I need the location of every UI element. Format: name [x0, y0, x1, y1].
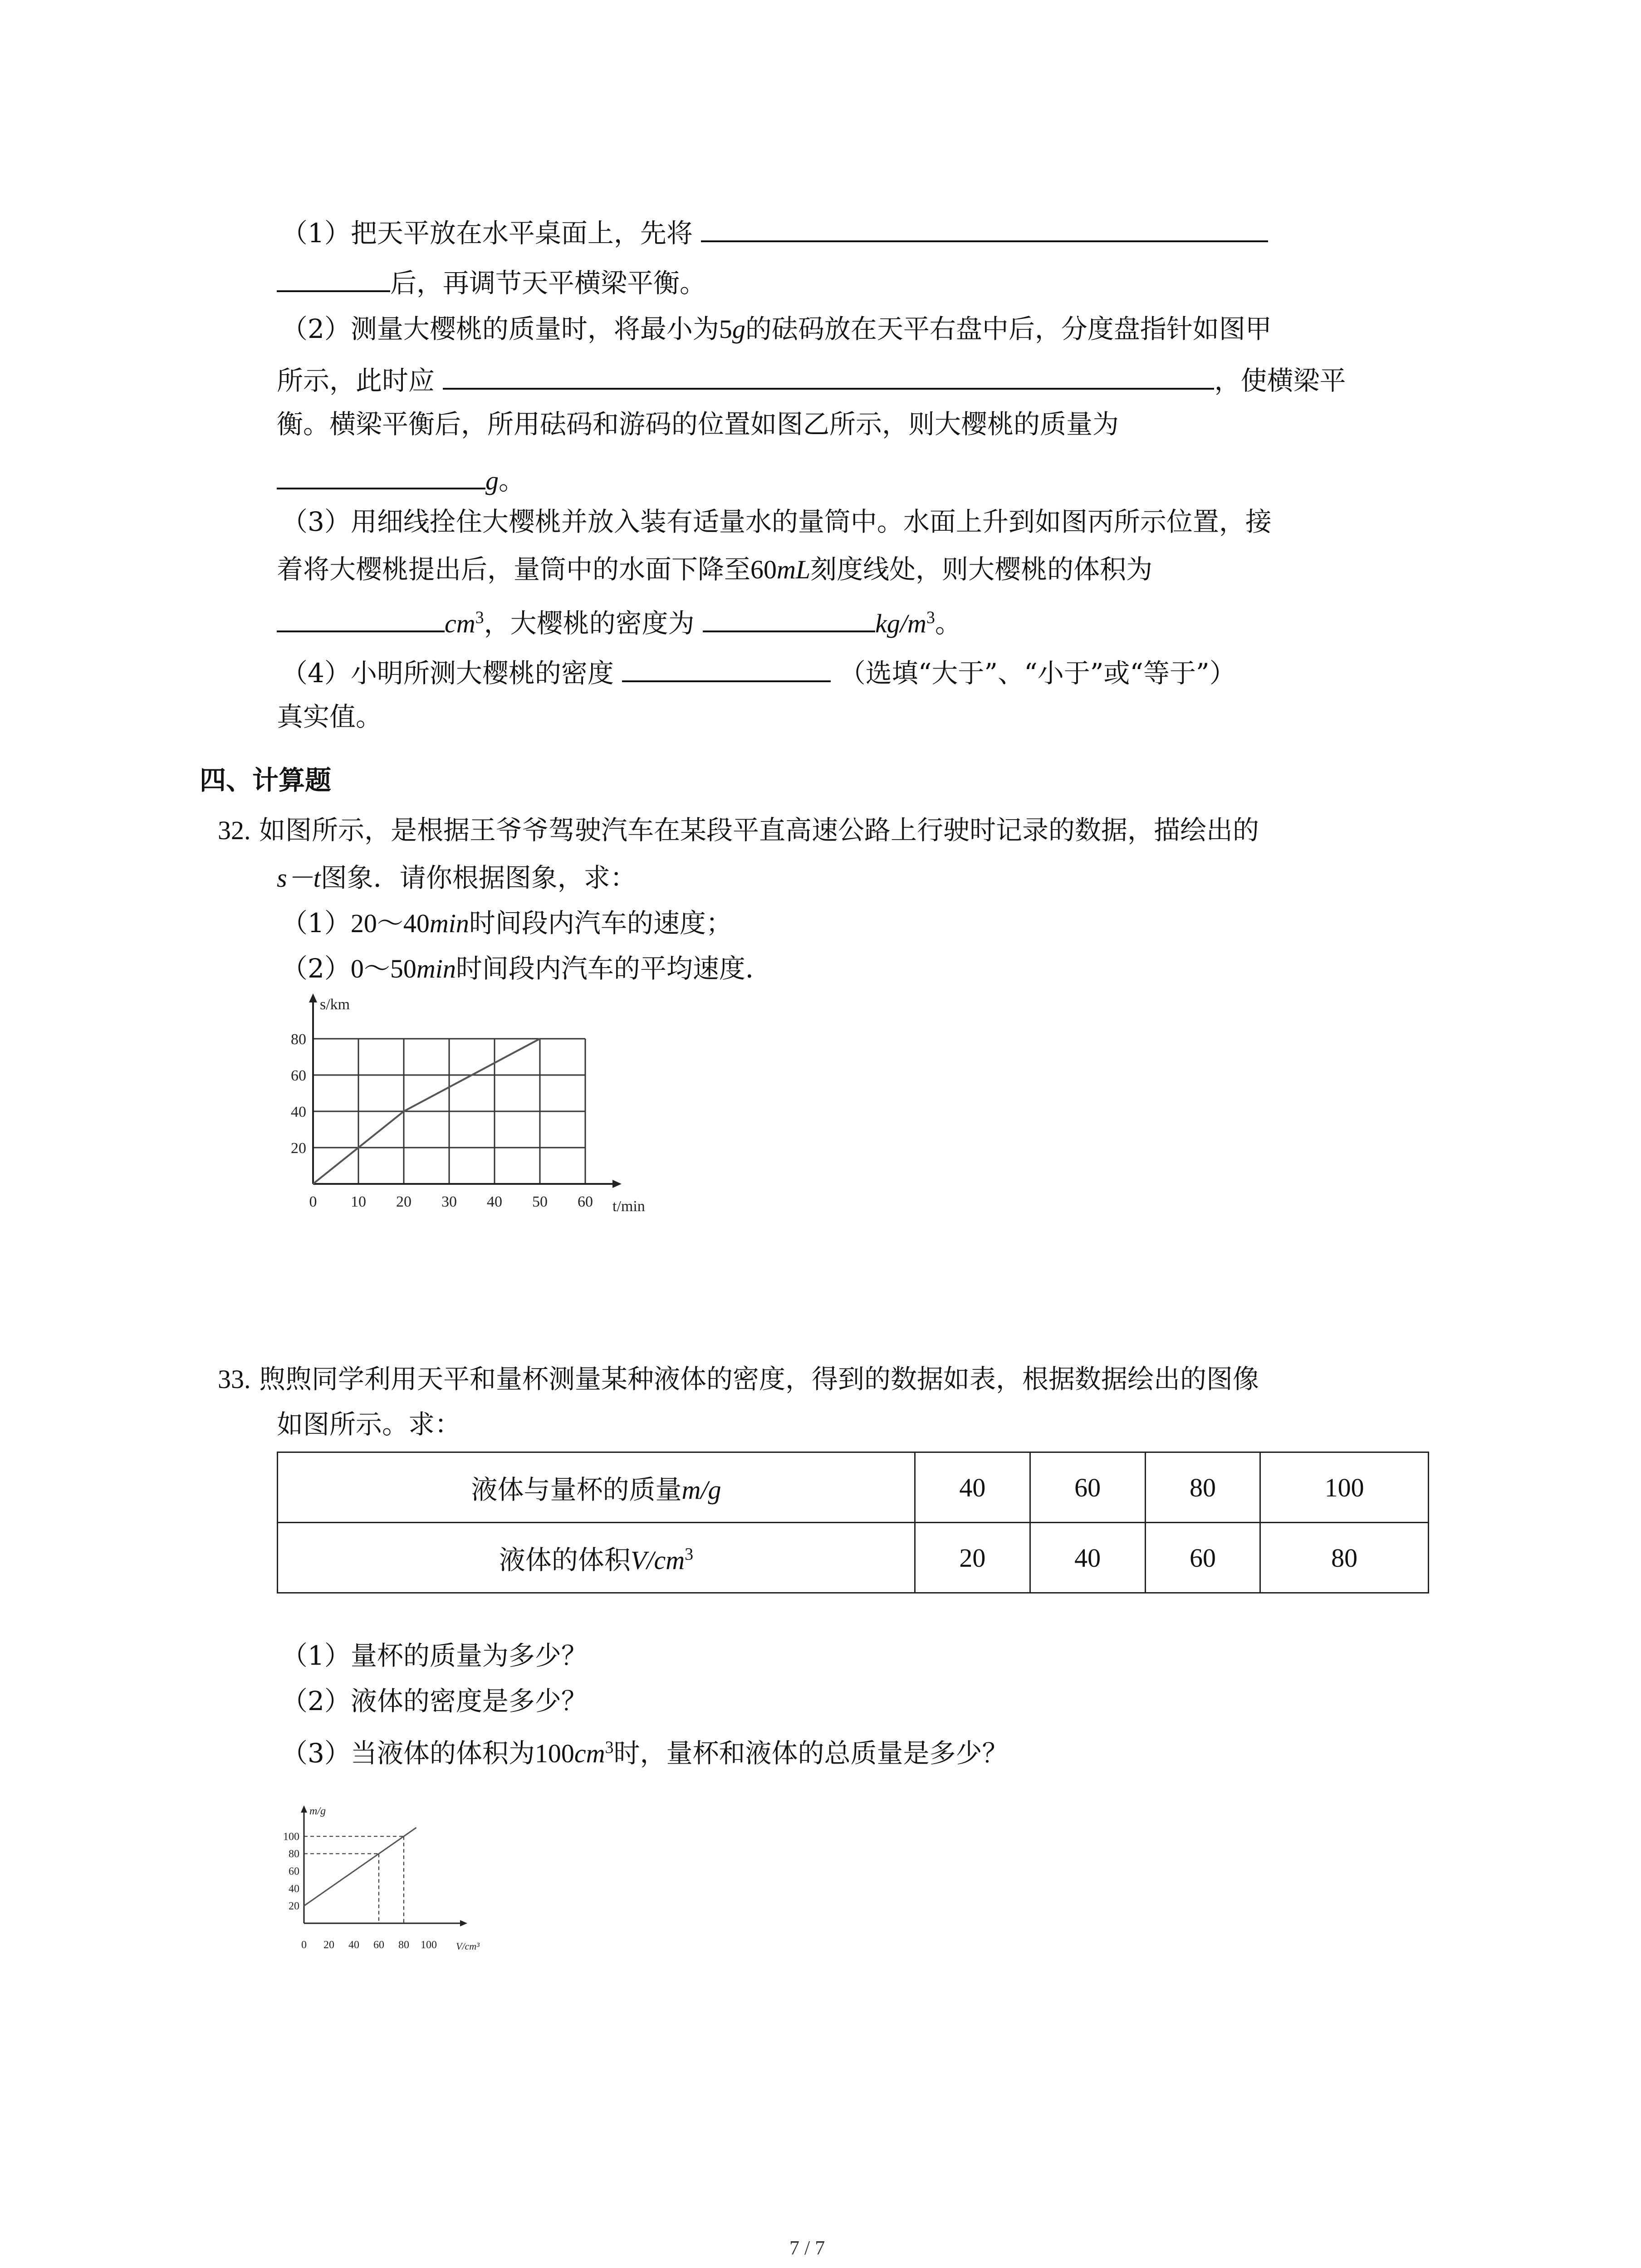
q31-p3-text-d: ，大樱桃的密度为	[484, 608, 695, 639]
page-number: 7 / 7	[789, 2237, 825, 2259]
q31-p1-text: （1）把天平放在水平桌面上，先将	[281, 218, 693, 249]
q32-text-2: 图象．请你根据图象，求：	[320, 862, 637, 893]
table-cell: 40	[1030, 1523, 1145, 1593]
q31-part1-line1	[281, 213, 1268, 251]
y-tick-label: 20	[291, 1140, 306, 1157]
y-axis-arrow	[301, 1805, 307, 1813]
y-tick-label: 40	[291, 1104, 306, 1120]
x-tick-label: 20	[323, 1939, 334, 1951]
mv-chart	[272, 1778, 526, 2005]
q31-part1-line2	[277, 263, 706, 301]
q33-sub3-text-b: 时，量杯和液体的总质量是多少？	[613, 1738, 1009, 1769]
q31-p4-text-c: 真实值。	[277, 701, 382, 732]
q32-st: s－t	[277, 863, 321, 893]
row2-unit: V/cm	[630, 1545, 685, 1575]
x-tick-label: 20	[396, 1193, 411, 1210]
q31-part3-line1	[281, 503, 1272, 540]
x-tick-label: 40	[348, 1939, 359, 1951]
q31-p2-text-c: 所示，此时应	[277, 365, 435, 396]
q33-sub2: （2）液体的密度是多少？	[281, 1686, 588, 1716]
y-axis-arrow	[309, 993, 317, 1002]
q32-sub1-text: 时间段内汽车的速度；	[469, 908, 732, 938]
q32-sub2-unit: min	[416, 954, 456, 983]
q32-sub1-label: （1）	[281, 908, 351, 938]
answer-blank-4[interactable]	[277, 603, 445, 632]
answer-blank-5[interactable]	[703, 603, 875, 632]
q33-line2	[277, 1406, 461, 1442]
q31-p1-text-b: 后，再调节天平横梁平衡。	[390, 268, 706, 298]
q33-sub3-unit: cm	[574, 1739, 605, 1768]
q32-sub2-label: （2）	[281, 953, 351, 984]
x-tick-label: 60	[578, 1193, 593, 1210]
answer-blank-2[interactable]	[443, 361, 1214, 390]
q31-p3-cm: cm	[445, 609, 475, 638]
table-row-label	[278, 1523, 915, 1593]
q31-part3-line3	[277, 603, 961, 642]
q31-p2-g: g	[732, 314, 745, 344]
q32-sub2	[281, 950, 772, 987]
answer-blank-1[interactable]	[701, 213, 1268, 242]
table-cell: 20	[915, 1523, 1030, 1593]
q31-p2-5: 5	[719, 314, 732, 344]
table-cell: 40	[915, 1452, 1030, 1523]
table-cell: 80	[1145, 1452, 1260, 1523]
x-axis-arrow	[460, 1920, 467, 1926]
q32-sub1-unit: min	[429, 909, 469, 938]
table-row	[278, 1523, 1429, 1593]
q31-p3-text-b: 着将大樱桃提出后，量筒中的水面下降至	[277, 554, 751, 585]
q32-sub2-range: 0～50	[350, 954, 416, 983]
q33-sub1: （1）量杯的质量为多少？	[281, 1640, 588, 1671]
y-tick-label: 60	[291, 1067, 306, 1084]
q31-part2-line1	[281, 311, 1272, 347]
table-cell: 60	[1145, 1523, 1260, 1593]
q31-part4-line1	[281, 653, 1236, 691]
q32-text-1: 如图所示，是根据王爷爷驾驶汽车在某段平直高速公路上行驶时记录的数据，描绘出的	[259, 815, 1259, 846]
q31-p2-text-d: ，使横梁平	[1214, 365, 1346, 396]
superscript-3d: 3	[605, 1738, 614, 1757]
q33-line1	[218, 1361, 1259, 1398]
q31-p3-text-c: 刻度线处，则大樱桃的体积为	[810, 554, 1153, 585]
q31-p3-mL: mL	[777, 555, 811, 584]
x-tick-label: 30	[441, 1193, 457, 1210]
x-tick-label: 0	[301, 1939, 307, 1951]
table-row	[278, 1452, 1429, 1523]
st-chart	[254, 989, 708, 1225]
x-tick-label: 10	[351, 1193, 366, 1210]
table-row-label	[278, 1452, 915, 1523]
x-tick-label: 50	[532, 1193, 548, 1210]
q32-sub1-range: 20～40	[350, 909, 430, 938]
q31-p2-text-b: 的砝码放在天平右盘中后，分度盘指针如图甲	[745, 313, 1272, 344]
q31-p2-end: 。	[499, 465, 525, 496]
y-tick-label: 20	[289, 1900, 299, 1912]
data-table	[277, 1452, 1429, 1593]
q31-p2-text-e: 衡。横梁平衡后，所用砝码和游码的位置如图乙所示，则大樱桃的质量为	[277, 409, 1119, 440]
superscript-3c: 3	[685, 1545, 694, 1564]
x-tick-label: 100	[421, 1939, 437, 1951]
y-tick-label: 80	[289, 1848, 299, 1860]
x-tick-label: 40	[487, 1193, 502, 1210]
q32-line2	[277, 860, 637, 896]
x-tick-label: 60	[373, 1939, 384, 1951]
q32-sub2-text: 时间段内汽车的平均速度．	[456, 953, 772, 984]
q33-text-1: 煦煦同学利用天平和量杯测量某种液体的密度，得到的数据如表，根据数据绘出的图像	[259, 1364, 1259, 1394]
q33-text-2: 如图所示。求：	[277, 1409, 461, 1440]
superscript-3: 3	[475, 608, 484, 627]
q31-p3-60: 60	[750, 555, 777, 584]
table-cell: 80	[1260, 1523, 1429, 1593]
superscript-3b: 3	[926, 608, 935, 627]
answer-blank-6[interactable]	[622, 653, 831, 682]
row1-unit: m/g	[681, 1475, 721, 1505]
q33-sub3-num: 100	[534, 1739, 574, 1768]
q31-p3-kg: kg/m	[875, 609, 926, 638]
y-tick-label: 100	[283, 1831, 299, 1843]
x-tick-label: 80	[398, 1939, 409, 1951]
answer-blank-3[interactable]	[277, 460, 485, 489]
y-axis-label: s/km	[320, 996, 350, 1013]
x-axis-label: t/min	[612, 1198, 645, 1215]
answer-blank-1b[interactable]	[277, 263, 390, 292]
q31-p4-text-b: （选填“大于”、“小于”或“等于”）	[839, 658, 1236, 689]
x-axis-label: V/cm³	[456, 1941, 480, 1952]
q31-part3-line2	[277, 551, 1152, 588]
q31-p4-text-a: （4）小明所测大樱桃的密度	[281, 658, 614, 689]
y-axis-label: m/g	[309, 1805, 326, 1817]
series-line	[304, 1828, 416, 1906]
row2-label: 液体的体积	[499, 1545, 631, 1575]
q31-p2-text-a: （2）测量大樱桃的质量时，将最小为	[281, 313, 719, 344]
q33-sub3-text-a: （3）当液体的体积为	[281, 1738, 535, 1769]
q31-part2-line2	[277, 361, 1346, 399]
y-tick-label: 60	[289, 1866, 299, 1877]
q33-sub3	[281, 1735, 1009, 1772]
y-tick-label: 80	[291, 1031, 306, 1048]
x-axis-arrow	[612, 1180, 622, 1188]
q33-number: 33.	[218, 1364, 251, 1394]
q31-p3-text-a: （3）用细线拴住大樱桃并放入装有适量水的量筒中。水面上升到如图丙所示位置，接	[281, 506, 1272, 537]
q32-sub1	[281, 905, 732, 942]
section-heading: 四、计算题	[200, 765, 332, 796]
q31-part4-line2	[277, 699, 382, 735]
table-cell: 60	[1030, 1452, 1145, 1523]
y-tick-label: 40	[289, 1883, 299, 1895]
q32-number: 32.	[218, 816, 251, 845]
q31-part2-line3	[277, 406, 1119, 442]
table-cell: 100	[1260, 1452, 1429, 1523]
q32-line1	[218, 812, 1259, 849]
q31-p2-unit: g	[485, 466, 499, 495]
x-tick-label: 0	[309, 1193, 317, 1210]
q31-p3-end: 。	[935, 608, 961, 639]
q31-part2-line4	[277, 460, 525, 499]
row1-label: 液体与量杯的质量	[471, 1474, 682, 1505]
